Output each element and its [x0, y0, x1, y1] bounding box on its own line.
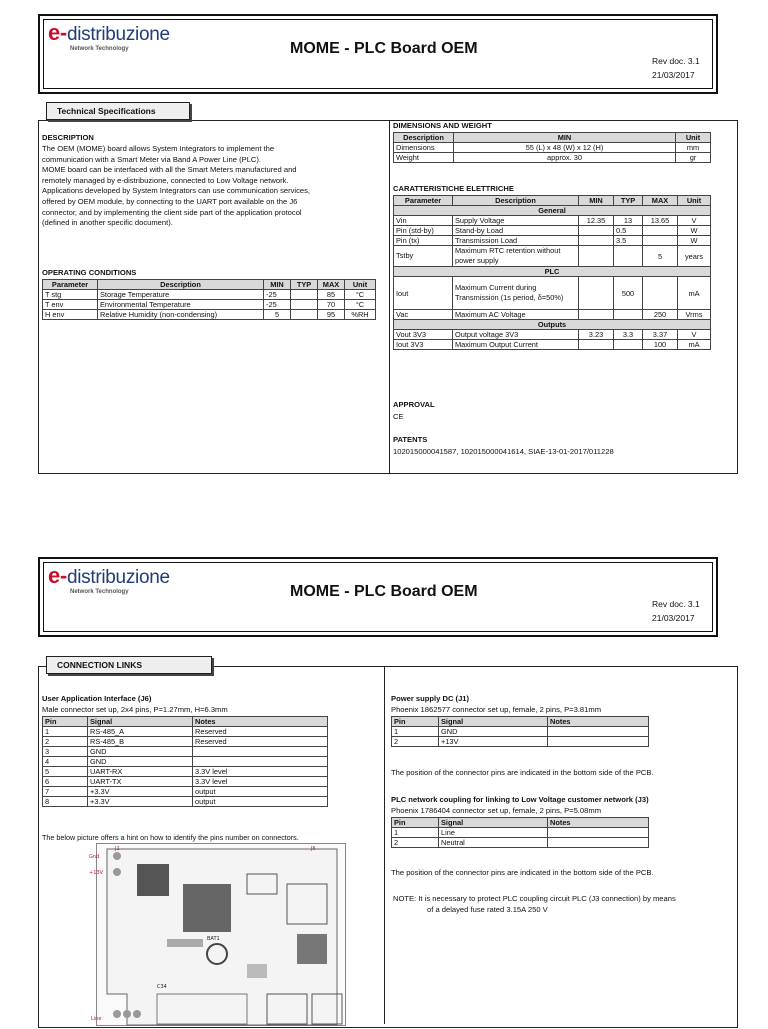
j1-pin-table: Pin Signal Notes 1 GND 2 +13V: [391, 716, 649, 747]
dimensions-table: Description MIN Unit Dimensions 55 (L) x 48 (W) x 12 (H) mm Weight approx. 30 gr: [393, 132, 711, 163]
company-logo: e-distribuzione: [48, 563, 170, 588]
table-row: 1 RS-485_A Reserved: [43, 727, 328, 737]
table-row: Vac Maximum AC Voltage 250 Vrms: [394, 310, 711, 320]
table-row: Vout 3V3 Output voltage 3V3 3.23 3.3 3.37 V: [394, 330, 711, 340]
operating-heading: OPERATING CONDITIONS: [42, 268, 137, 277]
pcb-label-line: Line: [91, 1016, 102, 1022]
table-row: 1 GND: [392, 727, 649, 737]
table-row: 5 UART-RX 3.3V level: [43, 767, 328, 777]
table-row: T stg Storage Temperature -25 85 °C: [43, 290, 376, 300]
fuse-warning: NOTE: It is necessary to protect PLC coupling circuit PLC (J3 connection) by means of a delayed fuse rated 3.15A 250 V: [393, 894, 676, 914]
pcb-label-c34: C34: [157, 984, 167, 990]
logo-tagline: Network Technology: [70, 589, 129, 595]
table-row: Weight approx. 30 gr: [394, 153, 711, 163]
table-row: Iout 3V3 Maximum Output Current 100 mA: [394, 340, 711, 350]
j1-heading: Power supply DC (J1): [391, 694, 470, 703]
pcb-drawing: [97, 844, 345, 1025]
table-row: 3 GND: [43, 747, 328, 757]
document-title: MOME - PLC Board OEM: [290, 583, 478, 600]
j6-subheading: Male connector set up, 2x4 pins, P=1.27mm, H=6.3mm: [42, 705, 228, 714]
pcb-hint: The below picture offers a hint on how to identify the pins number on connectors.: [42, 833, 299, 842]
j1-subheading: Phoenix 1862577 connector set up, female, 2 pins, P=3.81mm: [391, 705, 602, 714]
table-row: Dimensions 55 (L) x 48 (W) x 12 (H) mm: [394, 143, 711, 153]
table-row: 2 Neutral: [392, 838, 649, 848]
company-logo: e-distribuzione: [48, 20, 170, 45]
j3-subheading: Phoenix 1786404 connector set up, female, 2 pins, P=5.08mm: [391, 806, 602, 815]
j6-pin-table: Pin Signal Notes 1 RS-485_A Reserved 2 RS-485_B Reserved 3 GND 4 GND 5 UART-RX 3.3V level 6 UART-TX 3.3V level 7 +3.3V output 8 +3.3V output: [42, 716, 328, 807]
j3-heading: PLC network coupling for linking to Low Voltage customer network (J3): [391, 795, 649, 804]
table-row: Pin (std-by) Stand-by Load 0.5 W: [394, 226, 711, 236]
table-row: Iout Maximum Current during Transmission (1s period, δ=50%) 500 mA: [394, 277, 711, 310]
header-page1: [38, 14, 718, 94]
approval-heading: APPROVAL: [393, 400, 435, 409]
column-divider: [384, 666, 385, 1024]
pcb-label-bat: BAT1: [207, 936, 220, 942]
table-row: 2 RS-485_B Reserved: [43, 737, 328, 747]
pcb-photo: [89, 843, 346, 1026]
document-title: MOME - PLC Board OEM: [290, 40, 478, 57]
description-text: The OEM (MOME) board allows System Integrators to implement the communication with a Smart Meter via Band A Power Line (PLC). MOME board can be interfaced with all the Smart Meters manufactured and remotely managed by e-distribuzione, connected to Low Voltage network. Applications developed by System Integrators can use communication services, offered by OEM module, by connecting to the UART port available on the J6 connector, and by implementing the client side part of the application protocol (defined in another specific document).: [42, 144, 311, 228]
table-row: Tstby Maximum RTC retention without power supply 5 years: [394, 246, 711, 267]
revision-block: Rev doc. 3.1 21/03/2017: [652, 599, 700, 623]
tab-technical-specifications: Technical Specifications: [46, 102, 190, 120]
logo-tagline: Network Technology: [70, 46, 129, 52]
column-divider: [389, 120, 390, 473]
electrical-heading: CARATTERISTICHE ELETTRICHE: [393, 184, 514, 193]
approval-value: CE: [393, 412, 404, 421]
j3-pin-table: Pin Signal Notes 1 Line 2 Neutral: [391, 817, 649, 848]
tab-connection-links: CONNECTION LINKS: [46, 656, 212, 674]
table-row: Vin Supply Voltage 12.35 13 13.65 V: [394, 216, 711, 226]
table-row: H env Relative Humidity (non-condensing) 5 95 %RH: [43, 310, 376, 320]
patents-heading: PATENTS: [393, 435, 428, 444]
patents-value: 102015000041587, 102015000041614, SIAE-13-01-2017/011228: [393, 447, 614, 456]
table-row: 7 +3.3V output: [43, 787, 328, 797]
table-row: T env Environmental Temperature -25 70 °C: [43, 300, 376, 310]
description-heading: DESCRIPTION: [42, 133, 94, 142]
pcb-label-j6: J6: [311, 846, 316, 852]
pcb-label-13v: +13V: [89, 870, 103, 876]
revision-block: Rev doc. 3.1 21/03/2017: [652, 56, 700, 80]
table-row: 4 GND: [43, 757, 328, 767]
table-row: 8 +3.3V output: [43, 797, 328, 807]
pcb-label-gnd: Gnd: [89, 854, 100, 860]
table-row: 6 UART-TX 3.3V level: [43, 777, 328, 787]
electrical-table: Parameter Description MIN TYP MAX Unit General Vin Supply Voltage 12.35 13 13.65 V Pin (std-by) Stand-by Load 0.5 W Pin (tx) Transmission Load 3.5 W Tstby Maximum RTC retention without power supply 5 years PLC Iout Maximum Current during Transmission (1s period, δ=50%) 500 mA Vac Maximum AC Voltage 250 Vrms Outputs Vout 3V3 Output voltage 3V3 3.23 3.3 3.37 V Iout 3V3 Maximum Output Current 100 mA: [393, 195, 711, 350]
table-row: Pin (tx) Transmission Load 3.5 W: [394, 236, 711, 246]
pcb-label-j1: J1: [115, 846, 120, 852]
j1-note: The position of the connector pins are indicated in the bottom side of the PCB.: [391, 768, 654, 777]
table-row: 2 +13V: [392, 737, 649, 747]
table-row: 1 Line: [392, 828, 649, 838]
dimensions-heading: DIMENSIONS AND WEIGHT: [393, 121, 492, 130]
j3-note: The position of the connector pins are indicated in the bottom side of the PCB.: [391, 868, 654, 877]
operating-conditions-table: Parameter Description MIN TYP MAX Unit T stg Storage Temperature -25 85 °C T env Environmental Temperature -25 70 °C H env Relative Humidity (non-condensing) 5 95 %RH: [42, 279, 376, 320]
header-page2: [38, 557, 718, 637]
j6-heading: User Application Interface (J6): [42, 694, 152, 703]
